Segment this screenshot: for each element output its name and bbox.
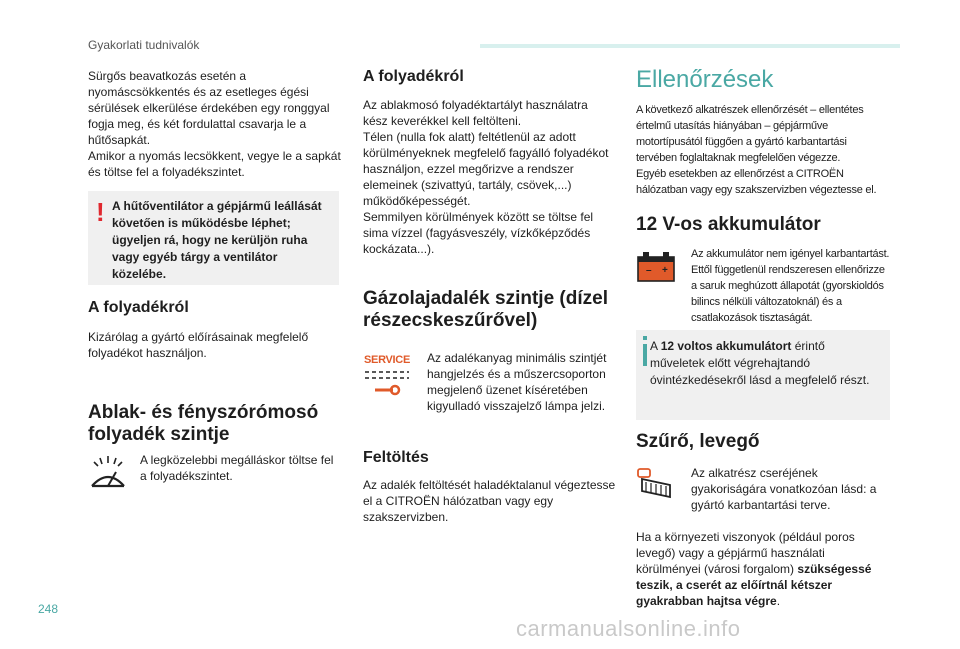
warning-icon: !: [96, 197, 105, 227]
info-icon: [643, 336, 647, 368]
env-line: Ha a környezeti viszonyok (például poros: [636, 530, 855, 544]
washer-heading-line: folyadék szintje: [88, 424, 230, 445]
info-bold: 12 voltos akkumulátort: [660, 339, 792, 353]
filter-line: Az alkatrész cseréjének: [691, 466, 818, 480]
env-line: [636, 561, 898, 577]
battery-icon: [636, 249, 676, 283]
env-line: [636, 593, 898, 609]
col2-fluid-text: [363, 97, 623, 257]
washer-heading: [88, 402, 343, 446]
fluid-line: Télen (nulla fok alatt) feltétlenül az adott: [363, 130, 576, 144]
battery-line: Ettől függetlenül rendszeresen ellenőrizze: [691, 264, 885, 276]
watermark: carmanualsonline.info: [516, 616, 741, 641]
fluid-line: Kizárólag a gyártó előírásainak megfelelő: [88, 330, 309, 344]
intro-line: Sürgős beavatkozás esetén a: [88, 69, 247, 83]
col1-fluid-heading: A folyadékról: [88, 299, 189, 316]
warning-line: A hűtőventilátor a gépjármű leállását: [112, 199, 322, 213]
service-line: Az adalékanyag minimális szintjét: [427, 351, 607, 365]
battery-info-text: [650, 338, 884, 389]
fan-warning-box: [88, 191, 339, 285]
refill-line: el a CITROËN hálózatban vagy egy: [363, 494, 554, 508]
warning-line: vagy egyéb tárgy a ventilátor közelébe.: [112, 250, 278, 281]
fluid-line: kockázata...).: [363, 242, 435, 256]
fluid-line: körülményeknek megfelelő fagyálló folyadékot: [363, 146, 609, 160]
fluid-line: kész keverékkel kell feltölteni.: [363, 114, 522, 128]
refill-heading: Feltöltés: [363, 449, 429, 466]
intro-line: fogja meg, és két fordulattal csavarja le a: [88, 117, 307, 131]
env-bold: gyakrabban hajtsa végre: [636, 594, 777, 608]
service-line: megjelenő üzenet kíséretében: [427, 383, 588, 397]
checks-line: Egyéb esetekben az ellenőrzést a CITROËN: [636, 168, 844, 180]
svg-text:–: –: [646, 265, 652, 276]
header-rule: [480, 44, 900, 48]
info-line: műveletek előtt végrehajtandó: [650, 356, 811, 370]
diesel-heading-line: Gázolajadalék szintje (dízel: [363, 288, 608, 309]
col1-fluid-text: [88, 329, 343, 361]
fluid-line: Az ablakmosó folyadéktartályt használatra: [363, 98, 588, 112]
windshield-washer-icon: [88, 452, 128, 492]
washer-heading-line: Ablak- és fényszórómosó: [88, 402, 319, 423]
info-prefix: A: [650, 339, 661, 353]
intro-line: és töltse fel a folyadékszintet.: [88, 165, 245, 179]
warning-line: ügyeljen rá, hogy ne kerüljön ruha: [112, 233, 308, 247]
refill-text: [363, 477, 625, 525]
washer-line: a folyadékszintet.: [140, 469, 233, 483]
refill-line: szakszervizben.: [363, 510, 449, 524]
service-wrench-icon: [363, 354, 411, 398]
col1-intro: [88, 68, 343, 180]
warning-line: követően is működésbe léphet;: [112, 216, 291, 230]
fluid-line: sima vízzel (fagyásveszély, vízkőképződés: [363, 226, 591, 240]
intro-line: sérülések elkerülése érdekében egy ronggyal: [88, 101, 330, 115]
refill-line: Az adalék feltöltését haladéktalanul végeztesse: [363, 478, 616, 492]
filter-heading: Szűrő, levegő: [636, 431, 760, 452]
info-line: [650, 338, 884, 355]
filter-text: [691, 465, 896, 513]
battery-line: Az akkumulátor nem igényel karbantartást.: [691, 248, 890, 260]
info-line: óvintézkedésekről lásd a megfelelő részt.: [650, 373, 870, 387]
fan-warning-text: [112, 198, 334, 283]
fluid-line: folyadékot használjon.: [88, 346, 207, 360]
battery-line: a saruk meghúzott állapotát (gyorskioldós: [691, 280, 884, 292]
checks-heading: Ellenőrzések: [636, 66, 774, 93]
env-bold: szükségessé: [797, 562, 872, 576]
checks-text: [636, 102, 896, 198]
service-line: hangjelzés és a műszercsoporton: [427, 367, 606, 381]
fluid-line: használjon, ezzel megőrizve a rendszer: [363, 162, 574, 176]
env-line: teszik, a cserét az előírtnál kétszer: [636, 578, 833, 592]
intro-line: Amikor a nyomás lecsökkent, vegye le a sapkát: [88, 149, 341, 163]
intro-line: hűtősapkát.: [88, 133, 151, 147]
env-plain: körülményei (városi forgalom): [636, 562, 798, 576]
filter-line: gyártó karbantartási terve.: [691, 498, 831, 512]
running-header: Gyakorlati tudnivalók: [88, 38, 200, 52]
battery-line: bilincs nélküli változatoknál) és a: [691, 296, 842, 308]
air-filter-icon: [636, 465, 676, 501]
checks-line: hálózatban vagy egy szakszervizben végeztesse el.: [636, 184, 877, 196]
diesel-heading-line: részecskeszűrővel): [363, 310, 538, 331]
fluid-line: Semmilyen körülmények között se töltse fel: [363, 210, 594, 224]
environment-text: [636, 529, 898, 609]
svg-text:+: +: [662, 265, 668, 276]
service-label: SERVICE: [364, 354, 410, 366]
env-end: .: [776, 594, 781, 608]
checks-line: értelmű utasítás hiányában – gépjárműve: [636, 120, 829, 132]
filter-line: gyakoriságára vonatkozóan lásd: a: [691, 482, 877, 496]
col2-fluid-heading: A folyadékról: [363, 68, 464, 85]
washer-text: [140, 452, 345, 484]
checks-line: tervében foglaltaknak megfelelően végezze.: [636, 152, 841, 164]
info-rest: érintő: [791, 339, 825, 353]
fluid-line: elemeinek (szivattyú, tartály, csövek,...): [363, 178, 572, 192]
battery-text: [691, 246, 896, 326]
battery-line: csatlakozások tisztaságát.: [691, 312, 813, 324]
page-number: 248: [38, 602, 59, 616]
checks-line: A következő alkatrészek ellenőrzését – ellentétes: [636, 104, 864, 116]
env-line: levegő) vagy a gépjármű használati: [636, 546, 825, 560]
washer-line: A legközelebbi megálláskor töltse fel: [140, 453, 334, 467]
checks-line: motortípusától függően a gyártó karbantartási: [636, 136, 847, 148]
battery-heading: 12 V-os akkumulátor: [636, 214, 821, 235]
diesel-heading: [363, 288, 628, 332]
service-line: kigyulladó visszajelző lámpa jelzi.: [427, 399, 606, 413]
service-text: [427, 350, 627, 414]
intro-line: nyomáscsökkentés és az esetleges égési: [88, 85, 309, 99]
battery-info-box: [636, 330, 890, 420]
fluid-line: működőképességét.: [363, 194, 471, 208]
